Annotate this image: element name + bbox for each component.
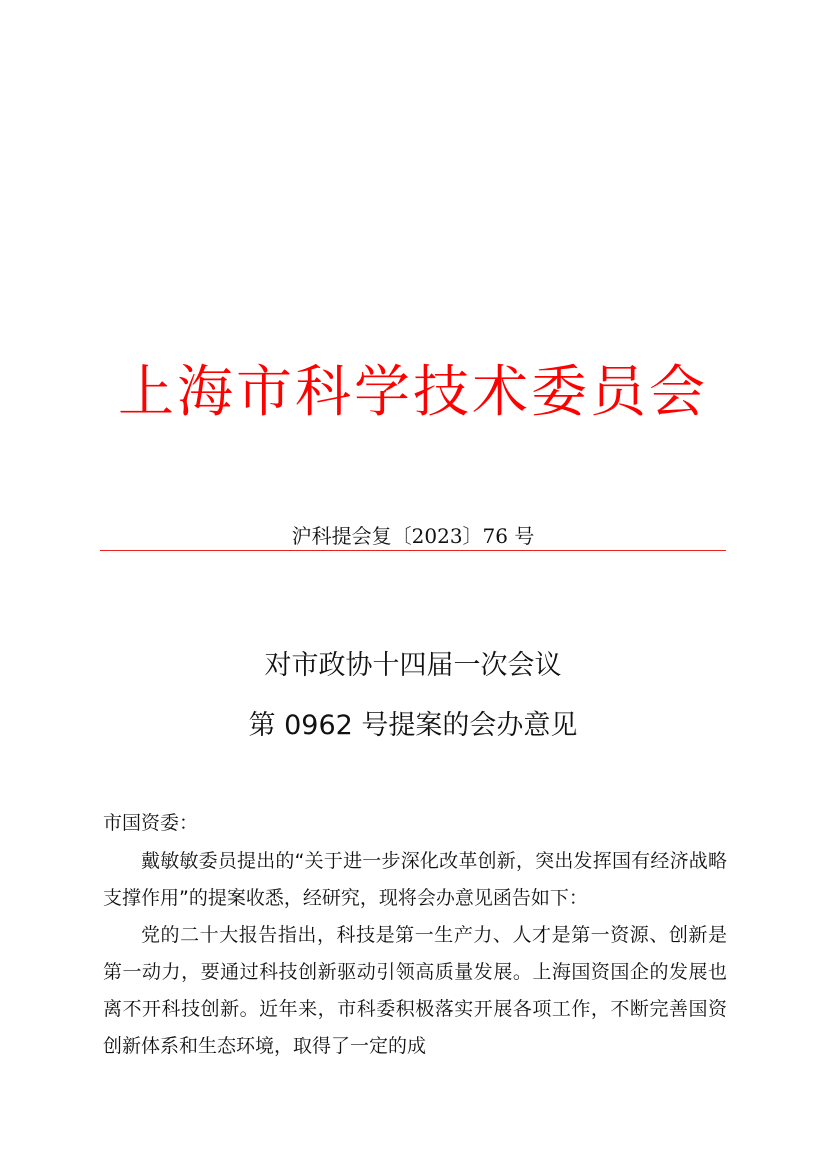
- document-title-line-1: 对市政协十四届一次会议: [264, 650, 562, 681]
- body-paragraph: 戴敏敏委员提出的“关于进一步深化改革创新，突出发挥国有经济战略支撑作用”的提案收悉，经研究，现将会办意见函告如下：: [103, 850, 727, 909]
- salutation: 市国资委：: [103, 812, 199, 834]
- document-number: 沪科提会复〔2023〕76 号: [291, 524, 535, 548]
- document-body: [103, 843, 727, 1065]
- agency-masthead: 上海市科学技术委员会: [118, 360, 708, 425]
- red-divider-line: [100, 550, 726, 551]
- document-title-line-2: 第 0962 号提案的会办意见: [248, 710, 578, 741]
- body-paragraph: 党的二十大报告指出，科技是第一生产力、人才是第一资源、创新是第一动力，要通过科技创新驱动引领高质量发展。上海国资国企的发展也离不开科技创新。近年来，市科委积极落实开展各项工作，不断完善国资创新体系和生态环境，取得了一定的成: [103, 924, 727, 1057]
